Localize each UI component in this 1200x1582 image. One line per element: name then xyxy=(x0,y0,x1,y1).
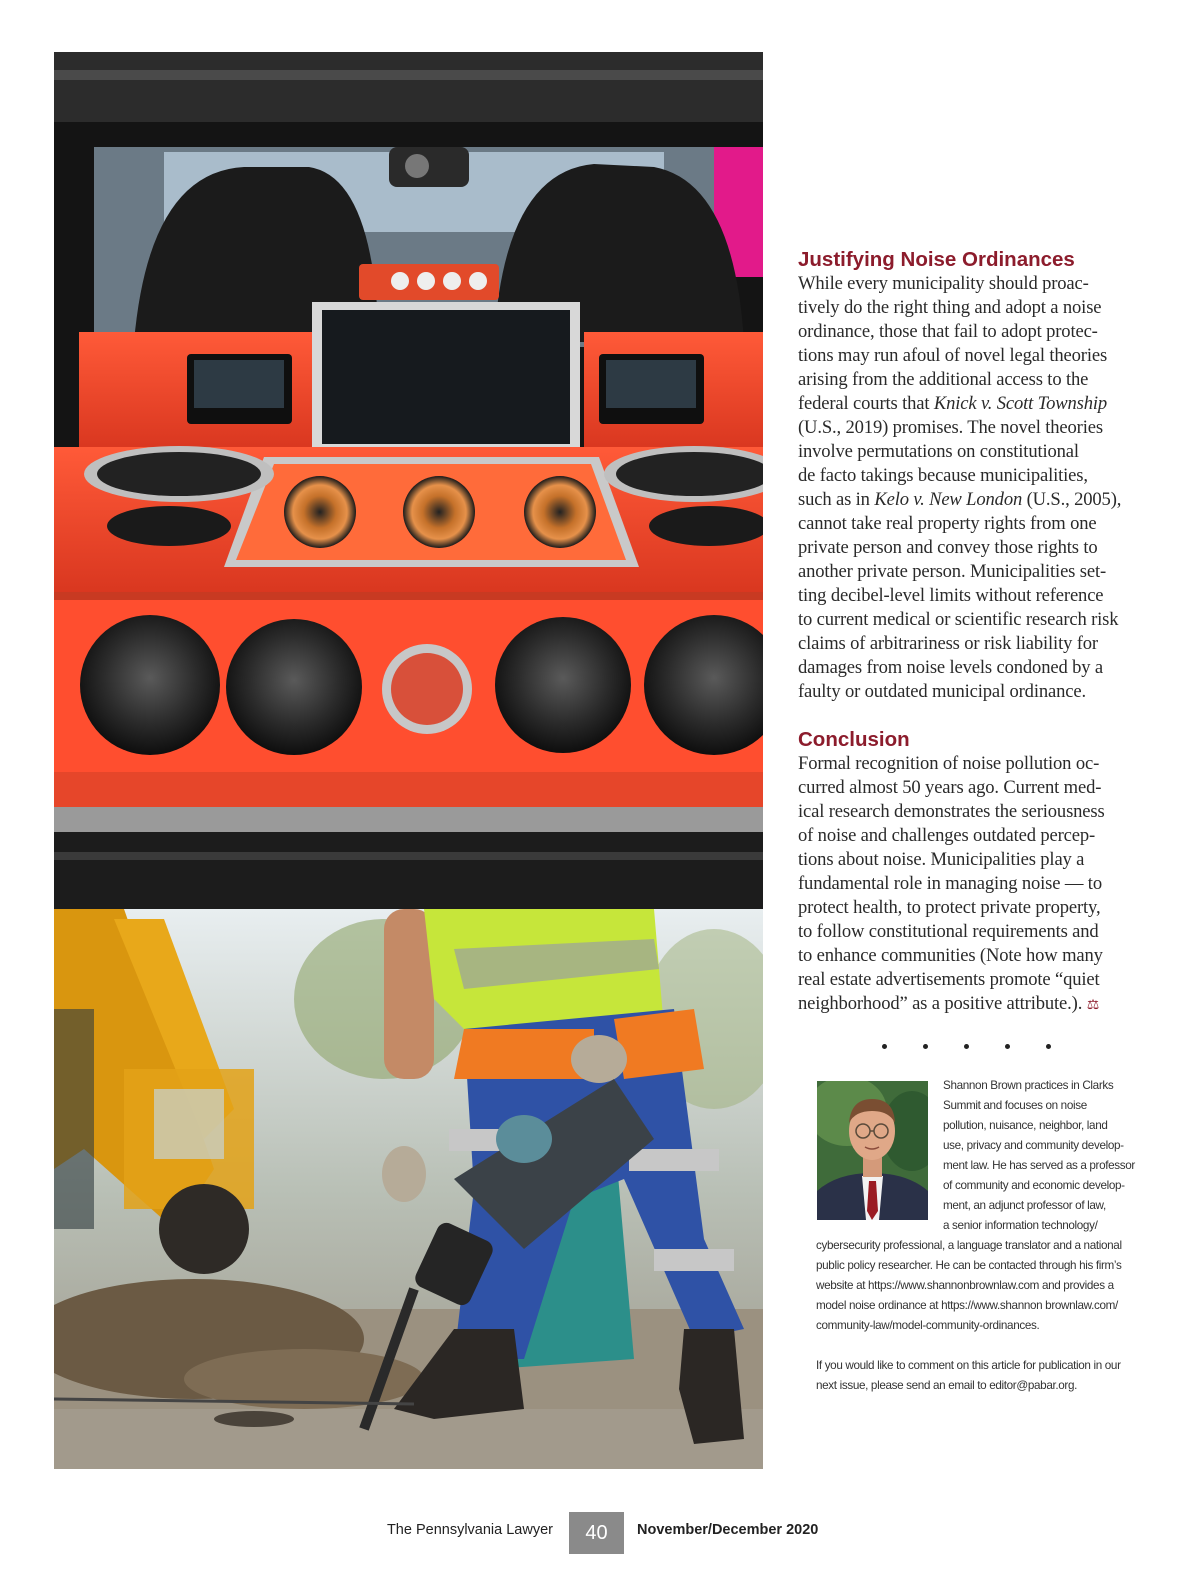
body-line: involve permutations on constitutional xyxy=(798,441,1079,462)
bio-line: Shannon Brown practices in Clarks xyxy=(943,1079,1114,1092)
body-line: faulty or outdated municipal ordinance. xyxy=(798,681,1086,702)
separator-dot xyxy=(1005,1044,1010,1049)
body-line: curred almost 50 years ago. Current med- xyxy=(798,777,1102,798)
body-line: another private person. Municipalities set- xyxy=(798,561,1107,582)
body-line xyxy=(798,392,1143,416)
car-audio-illustration xyxy=(54,52,763,909)
section-heading-justifying: Justifying Noise Ordinances xyxy=(798,248,1075,271)
car-audio-photo xyxy=(54,52,763,909)
article-text xyxy=(798,248,1143,1018)
bio-line: use, privacy and community develop- xyxy=(943,1139,1124,1152)
body-line: tions may run afoul of novel legal theories xyxy=(798,345,1108,366)
bio-spacer xyxy=(816,1336,1121,1356)
issue-date: November/December 2020 xyxy=(637,1522,819,1538)
body-line: de facto takings because municipalities, xyxy=(798,465,1088,486)
section-heading-conclusion: Conclusion xyxy=(798,728,910,751)
body-line: ting decibel-level limits without reference xyxy=(798,585,1104,606)
bio-line: website at https://www.shannonbrownlaw.com and provides a xyxy=(816,1279,1114,1292)
body-line: While every municipality should proac- xyxy=(798,273,1089,294)
body-line: to current medical or scientific research risk xyxy=(798,609,1119,630)
bio-line: community-law/model-community-ordinances. xyxy=(816,1319,1040,1332)
jackhammer-worker-photo xyxy=(54,909,763,1469)
section-separator xyxy=(870,1036,1070,1056)
body-line: cannot take real property rights from one xyxy=(798,513,1097,534)
body-line: fundamental role in managing noise — to xyxy=(798,873,1102,894)
body-line: of noise and challenges outdated percep- xyxy=(798,825,1096,846)
body-line: to follow constitutional requirements and xyxy=(798,921,1099,942)
page-number: 40 xyxy=(569,1512,624,1554)
separator-dot xyxy=(1046,1044,1051,1049)
body-line: arising from the additional access to the xyxy=(798,369,1089,390)
body-line: Formal recognition of noise pollution oc- xyxy=(798,753,1100,774)
body-line xyxy=(798,488,1143,512)
publication-name: The Pennsylvania Lawyer xyxy=(386,1522,553,1538)
body-line: real estate advertisements promote “quiet xyxy=(798,969,1100,990)
body-line: ical research demonstrates the seriousness xyxy=(798,801,1105,822)
body-line: tions about noise. Municipalities play a xyxy=(798,849,1085,870)
scales-of-justice-icon: ⚖ xyxy=(1086,998,1100,1013)
body-line: private person and convey those rights to xyxy=(798,537,1098,558)
bio-line: of community and economic develop- xyxy=(943,1179,1125,1192)
body-line: tively do the right thing and adopt a noise xyxy=(798,297,1102,318)
bio-line: pollution, nuisance, neighbor, land xyxy=(943,1119,1108,1132)
bio-line: public policy researcher. He can be contacted through his firm’s xyxy=(816,1259,1122,1272)
body-line: protect health, to protect private property, xyxy=(798,897,1101,918)
body-text: (U.S., 2005), xyxy=(1022,489,1122,510)
case-name: Kelo v. New London xyxy=(874,489,1023,510)
bio-line: a senior information technology/ xyxy=(943,1219,1098,1232)
body-line-text: neighborhood” as a positive attribute.). xyxy=(798,993,1083,1014)
bio-line: cybersecurity professional, a language translator and a national xyxy=(816,1239,1122,1252)
jackhammer-worker-illustration xyxy=(54,909,763,1469)
body-line-last xyxy=(798,992,1143,1018)
body-line: to enhance communities (Note how many xyxy=(798,945,1103,966)
bio-line: ment law. He has served as a professor xyxy=(943,1159,1135,1172)
separator-dot xyxy=(882,1044,887,1049)
bio-line: Summit and focuses on noise xyxy=(943,1099,1087,1112)
separator-dot xyxy=(923,1044,928,1049)
body-line: damages from noise levels condoned by a xyxy=(798,657,1103,678)
body-line: claims of arbitrariness or risk liability for xyxy=(798,633,1098,654)
bio-line: ment, an adjunct professor of law, xyxy=(943,1199,1106,1212)
separator-dot xyxy=(964,1044,969,1049)
body-text: federal courts that xyxy=(798,393,934,414)
case-name: Knick v. Scott Township xyxy=(933,393,1108,414)
body-line: ordinance, those that fail to adopt protec- xyxy=(798,321,1098,342)
section-body-conclusion xyxy=(798,752,1143,1018)
body-text: such as in xyxy=(798,489,875,510)
bio-line: model noise ordinance at https://www.shannon brownlaw.com/ xyxy=(816,1299,1118,1312)
body-line: (U.S., 2019) promises. The novel theories xyxy=(798,417,1103,438)
section-body-justifying xyxy=(798,272,1143,704)
comment-line: If you would like to comment on this article for publication in our xyxy=(816,1359,1121,1372)
comment-line: next issue, please send an email to editor@pabar.org. xyxy=(816,1379,1077,1392)
author-bio xyxy=(816,1076,1135,1396)
